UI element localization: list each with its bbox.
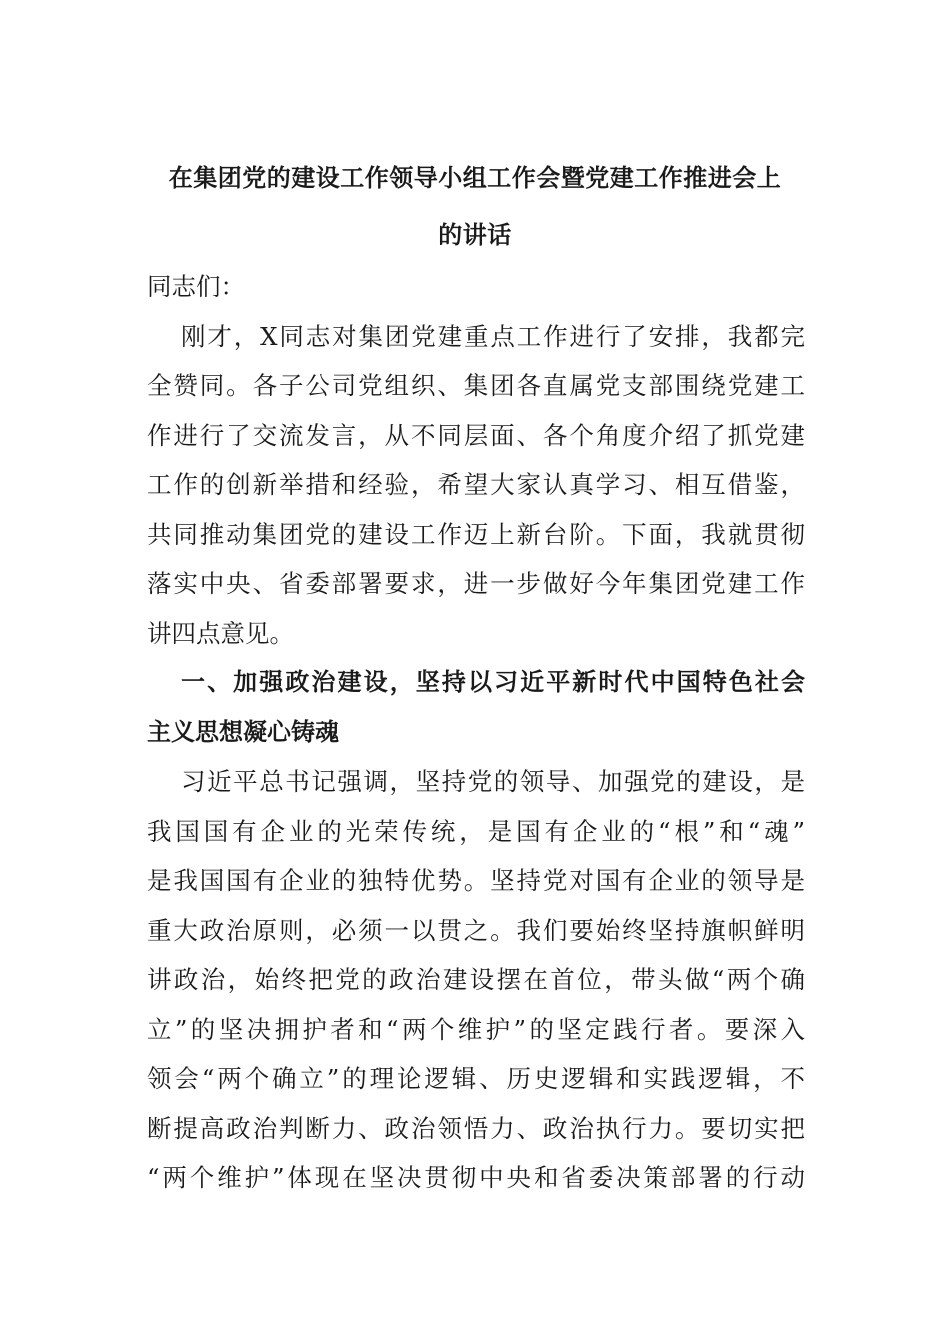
section-heading-1 [147,658,805,757]
paragraph-line: 作进行了交流发言，从不同层面、各个角度介绍了抓党建 [147,420,805,450]
salutation: 同志们： [147,272,245,301]
paragraph-line: 我国国有企业的光荣传统，是国有企业的“根”和“魂” [147,816,805,846]
heading-line: 主义思想凝心铸魂 [147,717,339,746]
paragraph-line: 是我国国有企业的独特优势。坚持党对国有企业的领导是 [147,866,805,895]
paragraph-2 [147,757,805,1203]
paragraph-line: 断提高政治判断力、政治领悟力、政治执行力。要切实把 [147,1113,805,1143]
paragraph-line: 讲四点意见。 [147,618,294,648]
paragraph-line: 讲政治，始终把党的政治建设摆在首位，带头做“两个确 [147,965,805,994]
paragraph-line: 立”的坚决拥护者和“两个维护”的坚定践行者。要深入 [147,1014,805,1044]
paragraph-line: 落实中央、省委部署要求，进一步做好今年集团党建工作 [147,569,805,598]
title-line-2: 的讲话 [438,221,512,249]
paragraph-line: 习近平总书记强调，坚持党的领导、加强党的建设，是 [181,767,805,796]
document-title [147,150,803,264]
paragraph-line: 全赞同。各子公司党组织、集团各直属党支部围绕党建工 [147,371,805,400]
paragraph-1 [147,312,805,659]
paragraph-line: 刚才，X同志对集团党建重点工作进行了安排，我都完 [181,321,805,351]
title-line-1: 在集团党的建设工作领导小组工作会暨党建工作推进会上 [168,164,782,192]
paragraph-line: “两个维护”体现在坚决贯彻中央和省委决策部署的行动 [147,1163,805,1192]
paragraph-line: 重大政治原则，必须一以贯之。我们要始终坚持旗帜鲜明 [147,915,805,945]
paragraph-line: 领会“两个确立”的理论逻辑、历史逻辑和实践逻辑，不 [147,1064,805,1093]
paragraph-line: 共同推动集团党的建设工作迈上新台阶。下面，我就贯彻 [147,519,805,549]
heading-line: 一、加强政治建设，坚持以习近平新时代中国特色社会 [181,668,805,696]
document-body [147,262,805,1203]
paragraph-line: 工作的创新举措和经验，希望大家认真学习、相互借鉴， [147,470,805,499]
